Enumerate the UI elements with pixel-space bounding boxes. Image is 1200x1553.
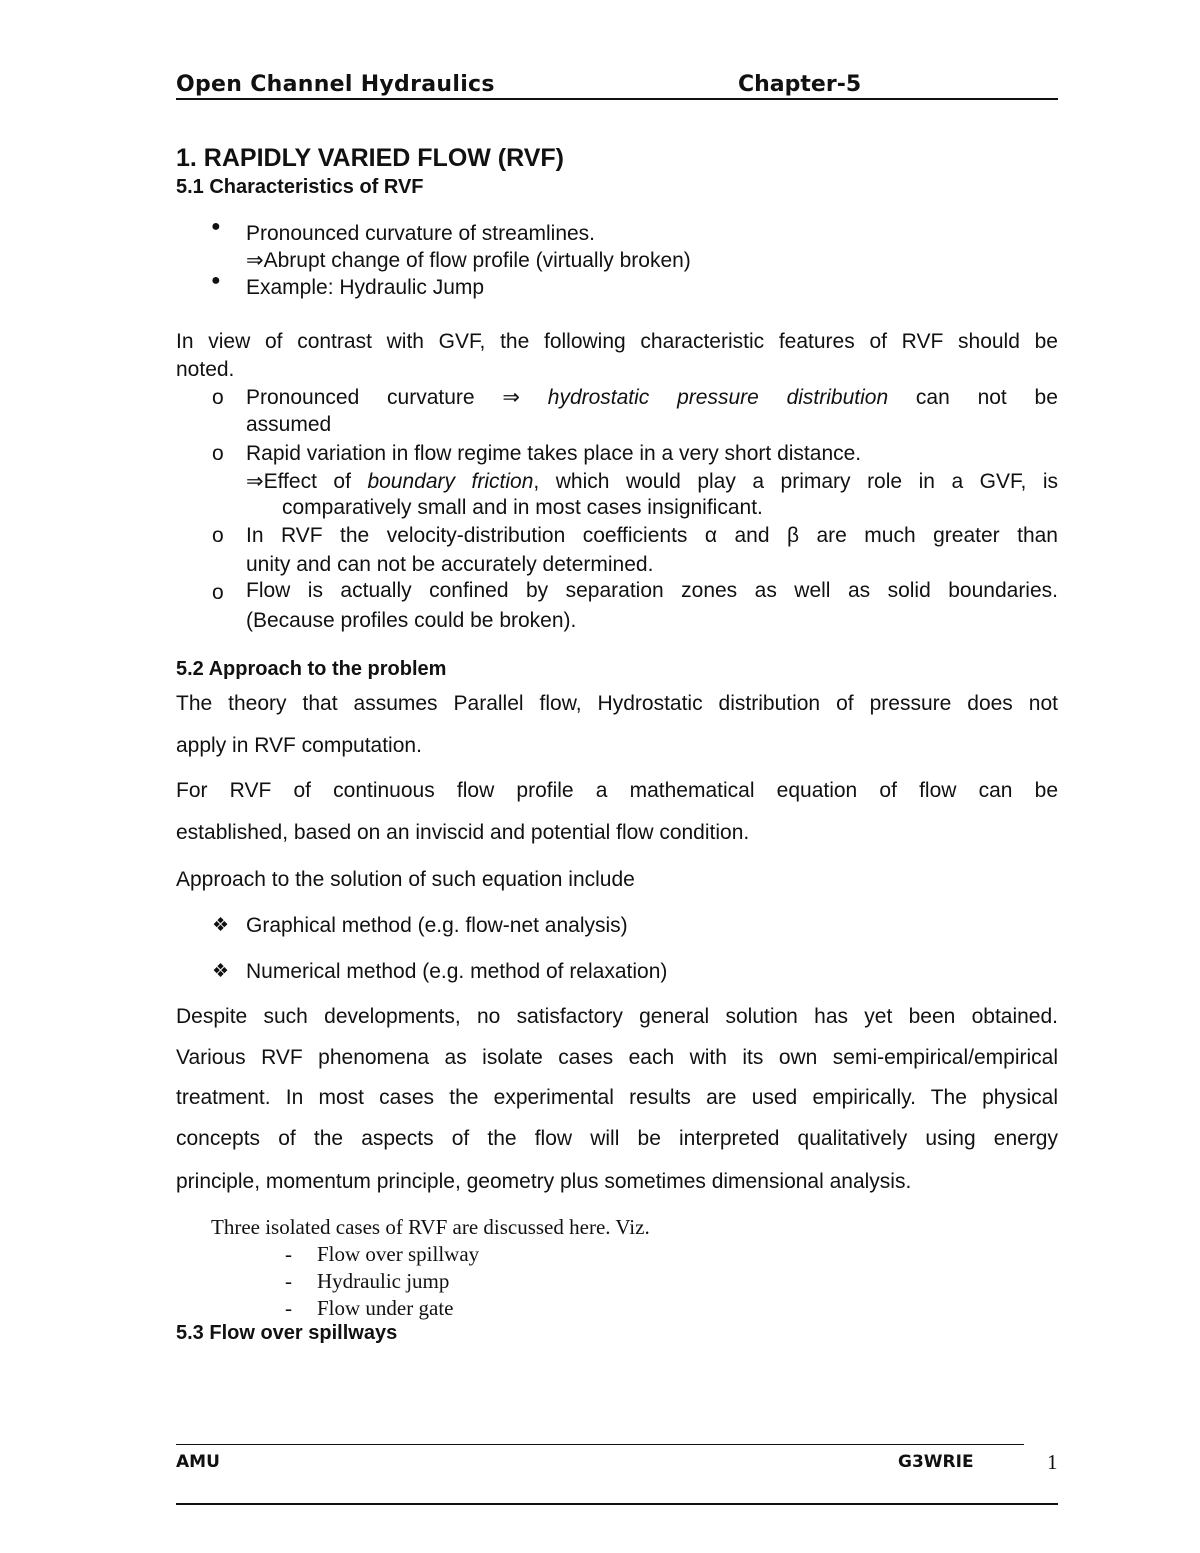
bullet-continuation: ⇒Abrupt change of flow profile (virtually broken) — [246, 249, 691, 272]
section-heading-rvf: 1. RAPIDLY VARIED FLOW (RVF) — [176, 144, 565, 172]
list-item-line: (Because profiles could be broken). — [246, 609, 577, 632]
case-item: Hydraulic jump — [317, 1269, 450, 1293]
paragraph-line: The theory that assumes Parallel flow, Hydrostatic distribution of pressure does not — [176, 692, 1058, 715]
beta-symbol: β — [786, 524, 800, 547]
diamond-bullet-icon: ❖ — [212, 961, 230, 982]
word: distribution — [786, 386, 889, 409]
dash-marker: - — [285, 1296, 292, 1320]
paragraph-line: treatment. In most cases the experimental results are used empirically. The physical — [176, 1086, 1058, 1109]
word: hydrostatic — [547, 386, 650, 409]
paragraph-line: Various RVF phenomena as isolate cases each with its own semi-empirical/empirical — [176, 1046, 1058, 1069]
header-chapter: Chapter-5 — [738, 72, 862, 97]
text-run: ⇒Effect of — [246, 470, 368, 493]
paragraph-line: principle, momentum principle, geometry plus sometimes dimensional analysis. — [176, 1170, 912, 1193]
dash-marker: - — [285, 1242, 292, 1266]
bullet-item: Example: Hydraulic Jump — [246, 276, 485, 299]
list-marker: o — [212, 442, 224, 465]
method-item: Numerical method (e.g. method of relaxation) — [246, 960, 668, 983]
word: curvature — [387, 386, 475, 409]
arrow-symbol: ⇒ — [502, 386, 520, 409]
bullet-icon: ● — [211, 218, 221, 235]
dash-marker: - — [285, 1269, 292, 1293]
intro-paragraph-line: noted. — [176, 358, 235, 381]
subheading-approach: 5.2 Approach to the problem — [176, 658, 447, 680]
list-item-line: Rapid variation in flow regime takes place in a very short distance. — [246, 442, 862, 465]
bullet-icon: ● — [211, 272, 221, 289]
cases-intro: Three isolated cases of RVF are discussed here. Viz. — [211, 1215, 650, 1239]
word: Pronounced — [246, 386, 360, 409]
method-item: Graphical method (e.g. flow-net analysis) — [246, 914, 628, 937]
header-title: Open Channel Hydraulics — [176, 72, 495, 97]
list-marker: o — [212, 386, 224, 409]
word: not — [977, 386, 1007, 409]
header-rule — [176, 98, 1058, 100]
page-number: 1 — [1047, 1450, 1058, 1474]
case-item: Flow under gate — [317, 1296, 454, 1320]
list-item-line: Flow is actually confined by separation zones as well as solid boundaries. — [246, 579, 1058, 602]
subheading-spillways: 5.3 Flow over spillways — [176, 1322, 398, 1344]
paragraph-line: concepts of the aspects of the flow will be interpreted qualitatively using energy — [176, 1127, 1058, 1150]
list-marker: o — [212, 581, 224, 604]
list-item-line: comparatively small and in most cases insignificant. — [282, 496, 763, 519]
text-run: In RVF the velocity-distribution coefficients — [246, 524, 705, 547]
list-item-line — [246, 522, 1058, 549]
footer-right: G3WRIE — [898, 1452, 974, 1472]
paragraph-line: For RVF of continuous flow profile a mathematical equation of flow can be — [176, 779, 1058, 802]
list-item-line: unity and can not be accurately determined. — [246, 553, 654, 576]
paragraph-line: Despite such developments, no satisfactory general solution has yet been obtained. — [176, 1005, 1058, 1028]
text-run: are much greater than — [799, 524, 1058, 547]
intro-paragraph-line: In view of contrast with GVF, the following characteristic features of RVF should be — [176, 330, 1058, 353]
list-item-line — [246, 384, 1058, 411]
list-marker: o — [212, 524, 224, 547]
subheading-characteristics: 5.1 Characteristics of RVF — [176, 176, 424, 198]
word: can — [915, 386, 950, 409]
case-item: Flow over spillway — [317, 1242, 480, 1266]
paragraph-line: Approach to the solution of such equation include — [176, 868, 635, 891]
word: be — [1034, 386, 1058, 409]
text-run: , which would play a primary role in a GVF, is — [533, 470, 1058, 493]
footer-rule-bottom — [176, 1503, 1058, 1505]
footer-rule-top — [176, 1444, 1024, 1445]
word: pressure — [677, 386, 759, 409]
text-run: and — [717, 524, 787, 547]
list-item-line — [246, 468, 1058, 495]
paragraph-line: established, based on an inviscid and potential flow condition. — [176, 821, 750, 844]
paragraph-line: apply in RVF computation. — [176, 734, 422, 757]
footer-left: AMU — [176, 1452, 220, 1472]
diamond-bullet-icon: ❖ — [212, 915, 230, 936]
alpha-symbol: α — [704, 524, 717, 547]
text-run-italic: boundary friction — [367, 470, 534, 493]
list-item-line: assumed — [246, 413, 332, 436]
bullet-item: Pronounced curvature of streamlines. — [246, 222, 596, 245]
